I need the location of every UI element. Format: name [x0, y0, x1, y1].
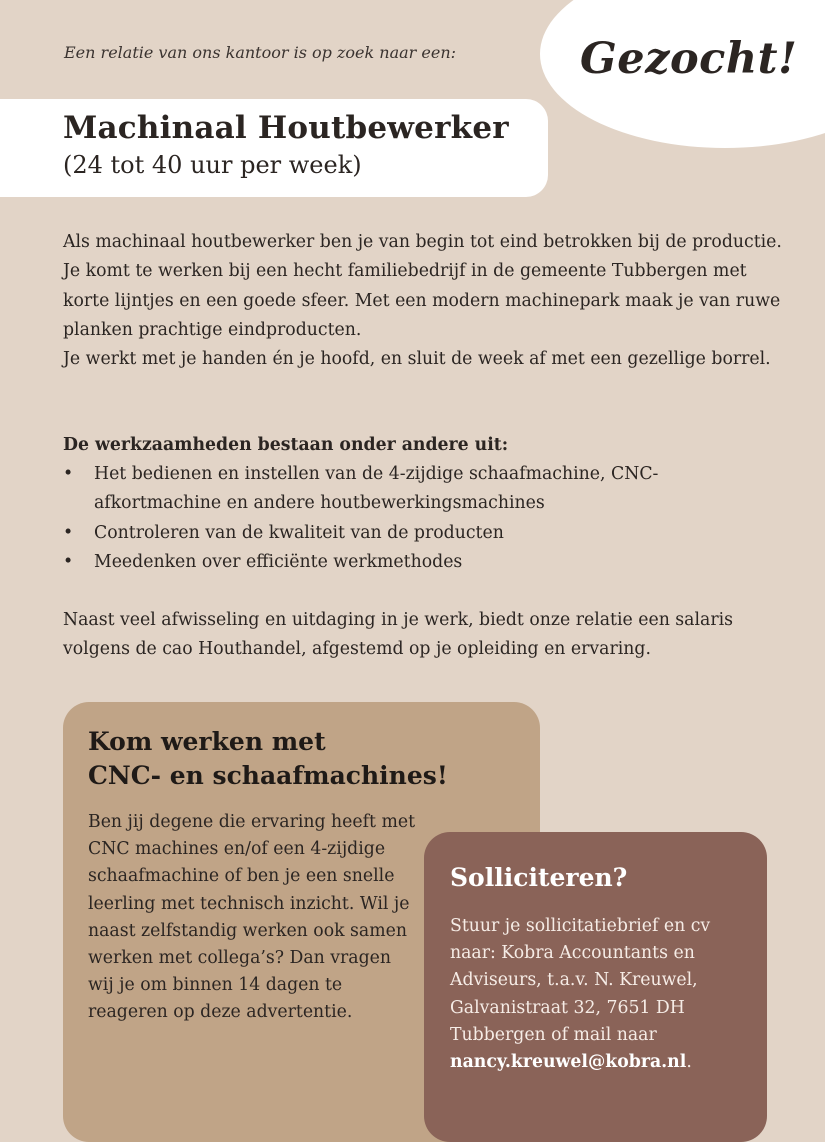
job-title: Machinaal Houtbewerker: [63, 110, 509, 146]
task-text: Controleren van de kwaliteit van de producten: [94, 522, 504, 543]
tasks-list: [63, 460, 783, 577]
apply-instructions: Stuur je sollicitatiebrief en cv naar: Kobra Accountants en Adviseurs, t.a.v. N. Kreuwel, Galvanistraat 32, 7651 DH Tubbergen of mail naar: [450, 916, 711, 1045]
offer-text: Naast veel afwisseling en uitdaging in je werk, biedt onze relatie een salaris volgens de cao Houthandel, afgestemd op je opleiding en ervaring.: [63, 610, 733, 660]
list-item: [63, 548, 783, 577]
tasks-heading: De werkzaamheden bestaan onder andere uit:: [63, 435, 509, 455]
apply-title: Solliciteren?: [450, 863, 628, 892]
cnc-box-text: Ben jij degene die ervaring heeft met CNC machines en/of een 4-zijdige schaafmachine of ben je een snelle leerling met technisch inzicht. Wil je naast zelfstandig werken ook samen werken met collega’s? Dan vragen wij je om binnen 14 dagen te reageren op deze advertentie.: [88, 812, 416, 1023]
cnc-title-line: Kom werken met: [88, 727, 326, 756]
bullet-icon: •: [63, 464, 74, 484]
description-paragraph: Je werkt met je handen én je hoofd, en sluit de week af met een gezellige borrel.: [63, 349, 771, 370]
email-link[interactable]: nancy.kreuwel@kobra.nl: [450, 1052, 687, 1073]
gezocht-badge: Gezocht!: [580, 34, 798, 84]
list-item: [63, 519, 783, 548]
job-hours: (24 tot 40 uur per week): [63, 151, 362, 179]
list-item: [63, 460, 783, 519]
apply-end: .: [686, 1052, 692, 1073]
description-paragraph: Als machinaal houtbewerker ben je van begin tot eind betrokken bij de productie. Je komt te werken bij een hecht familiebedrijf in de gemeente Tubbergen met korte lijntjes en een goede sfeer. Met een modern machinepark maak je van ruwe planken prachtige eindproducten.: [63, 232, 782, 340]
apply-text: [450, 913, 750, 1076]
task-text: Het bedienen en instellen van de 4-zijdige schaafmachine, CNC-afkortmachine en andere houtbewerkingsmachines: [94, 464, 659, 514]
job-description: [63, 228, 783, 374]
bullet-icon: •: [63, 522, 74, 543]
task-text: Meedenken over efficiënte werkmethodes: [94, 551, 463, 572]
bullet-icon: •: [63, 551, 74, 572]
cnc-title-line: CNC- en schaafmachines!: [88, 761, 448, 790]
cnc-box-title: [88, 725, 448, 793]
intro-text: Een relatie van ons kantoor is op zoek naar een:: [64, 43, 457, 62]
